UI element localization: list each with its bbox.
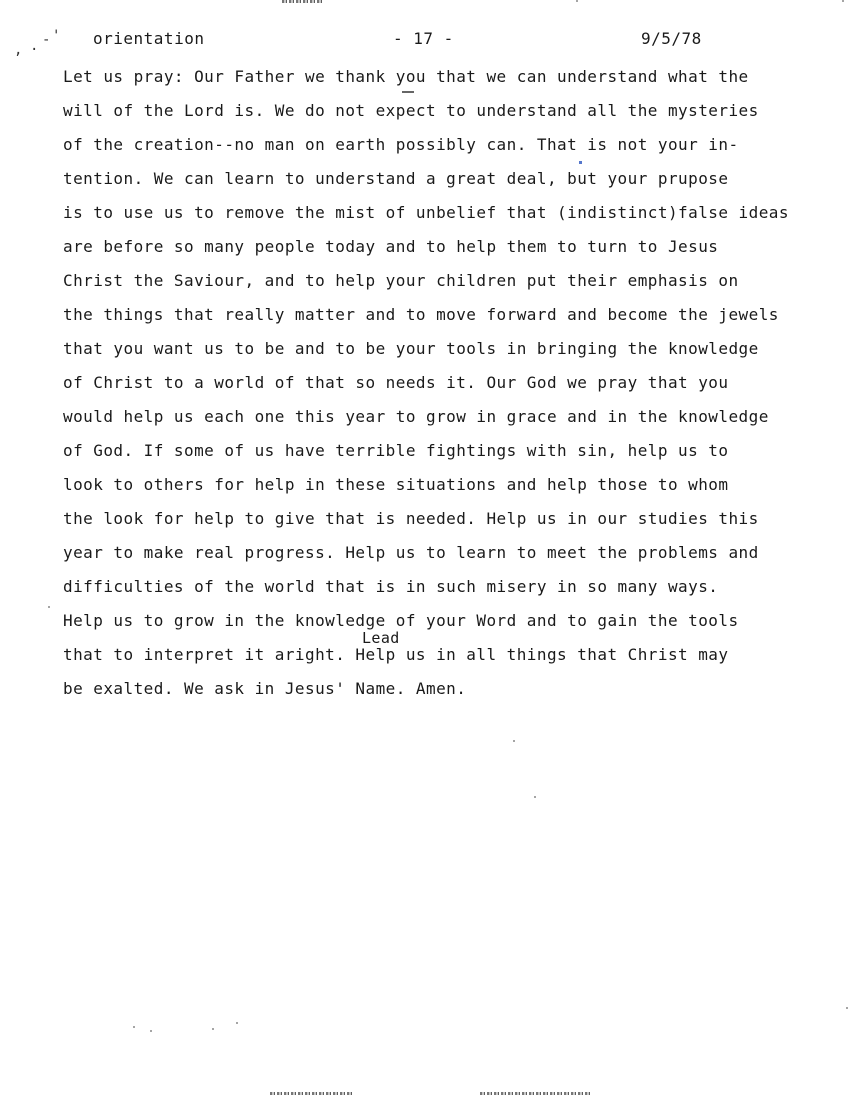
text-line: would help us each one this year to grow in grace and in the knowledge bbox=[63, 407, 769, 426]
scan-speck bbox=[842, 0, 844, 2]
text-line: Let us pray: Our Father we thank you that we can understand what the bbox=[63, 67, 749, 86]
margin-mark: - bbox=[42, 32, 51, 48]
text-line: the look for help to give that is needed. Help us in our studies this bbox=[63, 509, 759, 528]
text-line: that to interpret it aright. Help us in all things that Christ may bbox=[63, 645, 729, 664]
accent-mark bbox=[402, 91, 414, 93]
text-line: difficulties of the world that is in such misery in so many ways. bbox=[63, 577, 719, 596]
header-title: orientation bbox=[93, 29, 205, 48]
scan-speck bbox=[576, 0, 578, 2]
text-line: be exalted. We ask in Jesus' Name. Amen. bbox=[63, 679, 467, 698]
text-line: of the creation--no man on earth possibly can. That is not your in- bbox=[63, 135, 739, 154]
text-line: of God. If some of us have terrible fightings with sin, help us to bbox=[63, 441, 729, 460]
scan-speck bbox=[133, 1026, 135, 1028]
text-line: are before so many people today and to help them to turn to Jesus bbox=[63, 237, 719, 256]
prayer-text bbox=[63, 66, 823, 712]
text-line: will of the Lord is. We do not expect to understand all the mysteries bbox=[63, 101, 759, 120]
text-line: the things that really matter and to move forward and become the jewels bbox=[63, 305, 779, 324]
ink-dot bbox=[579, 161, 582, 164]
scan-smudge bbox=[282, 0, 322, 3]
text-line: is to use us to remove the mist of unbelief that (indistinct)false ideas bbox=[63, 203, 789, 222]
scan-speck bbox=[846, 1007, 848, 1009]
scan-speck bbox=[513, 740, 515, 742]
text-line: that you want us to be and to be your tools in bringing the knowledge bbox=[63, 339, 759, 358]
scan-speck bbox=[534, 796, 536, 798]
scan-speck bbox=[48, 606, 50, 608]
scan-smudge bbox=[270, 1092, 354, 1095]
text-line: of Christ to a world of that so needs it. Our God we pray that you bbox=[63, 373, 729, 392]
scan-speck bbox=[150, 1030, 152, 1032]
margin-mark: . bbox=[30, 38, 39, 54]
text-line: year to make real progress. Help us to learn to meet the problems and bbox=[63, 543, 759, 562]
page-number: - 17 - bbox=[393, 29, 454, 48]
scan-speck bbox=[236, 1022, 238, 1024]
scan-smudge bbox=[480, 1092, 590, 1095]
margin-mark: ' bbox=[52, 28, 61, 44]
scan-speck bbox=[212, 1028, 214, 1030]
text-line: Help us to grow in the knowledge of your Word and to gain the tools bbox=[63, 611, 739, 630]
interlinear-insertion: Lead bbox=[362, 629, 400, 647]
header-date: 9/5/78 bbox=[641, 29, 702, 48]
text-line: tention. We can learn to understand a great deal, but your prupose bbox=[63, 169, 729, 188]
text-line: Christ the Saviour, and to help your children put their emphasis on bbox=[63, 271, 739, 290]
margin-mark: , bbox=[14, 42, 23, 58]
text-line: look to others for help in these situations and help those to whom bbox=[63, 475, 729, 494]
